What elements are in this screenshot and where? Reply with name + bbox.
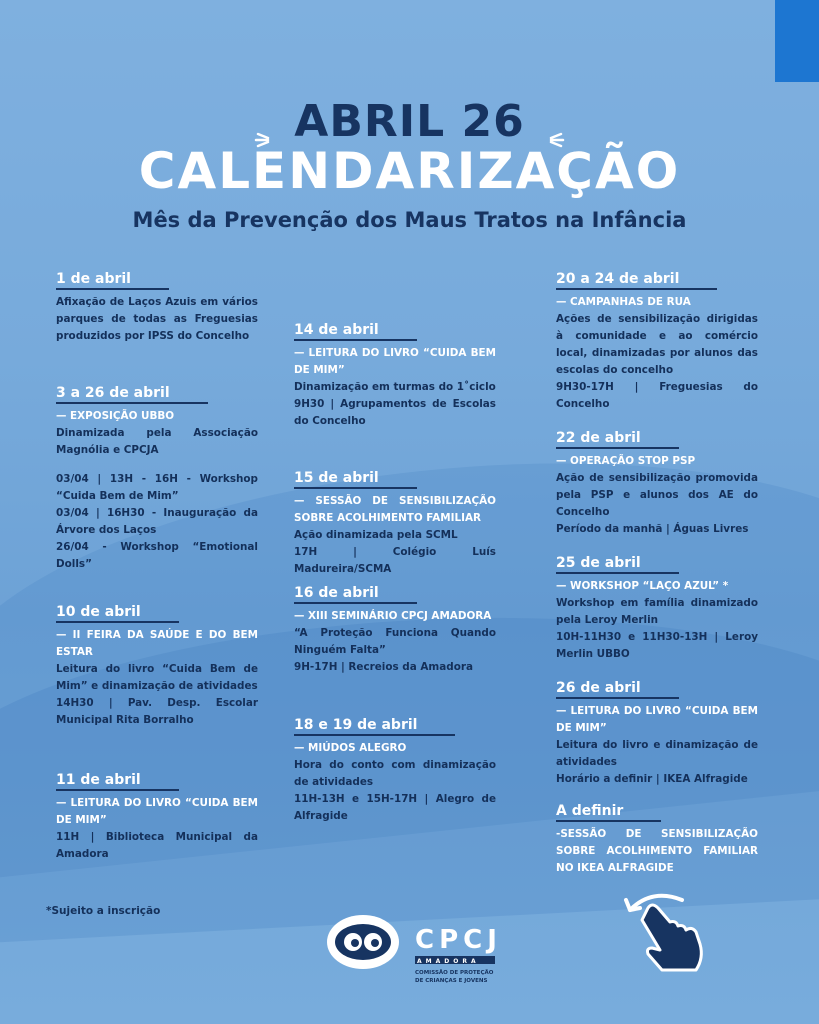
event-line: Workshop em família dinamizado pela Leroy Merlin xyxy=(556,597,758,626)
event-block xyxy=(556,677,758,788)
event-block xyxy=(556,268,758,413)
event-line: 03/04 | 13H - 16H - Workshop “Cuida Bem de Mim” xyxy=(56,473,258,502)
event-line: 9H-17H | Recreios da Amadora xyxy=(294,661,473,673)
event-date: 16 de abril xyxy=(294,585,417,604)
event-line: — LEITURA DO LIVRO “CUIDA BEM DE MIM” xyxy=(56,797,258,826)
event-line: Leitura do livro e dinamização de atividades xyxy=(556,739,758,768)
event-line: — II FEIRA DA SAÚDE E DO BEM ESTAR xyxy=(56,629,258,658)
event-line: Dinamizada pela Associação Magnólia e CPCJA xyxy=(56,427,258,456)
event-line: Ação de sensibilização promovida pela PSP e alunos dos AE do Concelho xyxy=(556,472,758,518)
event-date: 3 a 26 de abril xyxy=(56,385,208,404)
event-block xyxy=(56,769,258,863)
event-line: 9H30-17H | Freguesias do Concelho xyxy=(556,381,758,410)
event-block xyxy=(556,800,758,877)
event-line: — SESSÃO DE SENSIBILIZAÇÃO SOBRE ACOLHIMENTO FAMILIAR xyxy=(294,495,496,524)
swipe-hand-icon xyxy=(612,886,712,976)
page-tagline: Mês da Prevenção dos Maus Tratos na Infância xyxy=(132,208,687,232)
event-line: — WORKSHOP “LAÇO AZUL” * xyxy=(556,580,729,592)
logo-desc: COMISSÃO DE PROTEÇÃO xyxy=(415,970,494,976)
cpcj-logo xyxy=(325,910,525,994)
event-date: 25 de abril xyxy=(556,555,679,574)
event-line: “A Proteção Funciona Quando Ninguém Falta” xyxy=(294,627,496,656)
event-line: Leitura do livro “Cuida Bem de Mim” e dinamização de atividades xyxy=(56,663,258,692)
logo-name: CPCJ xyxy=(415,925,502,955)
event-date: 18 e 19 de abril xyxy=(294,717,455,736)
event-line: 03/04 | 16H30 - Inauguração da Árvore dos Laços xyxy=(56,507,258,536)
event-line: 11H | Biblioteca Municipal da Amadora xyxy=(56,831,258,860)
event-date: A definir xyxy=(556,803,661,822)
footnote: *Sujeito a inscrição xyxy=(46,905,161,917)
sparkle-right-icon xyxy=(541,112,565,136)
event-line: 17H | Colégio Luís Madureira/SCMA xyxy=(294,546,496,575)
event-date: 14 de abril xyxy=(294,322,417,341)
sparkle-left-icon xyxy=(254,112,278,136)
event-line: Período da manhã | Águas Livres xyxy=(556,523,749,535)
event-date: 15 de abril xyxy=(294,470,417,489)
event-line: 26/04 - Workshop “Emotional Dolls” xyxy=(56,541,258,570)
event-line: — OPERAÇÃO STOP PSP xyxy=(556,455,696,467)
event-block xyxy=(294,714,496,825)
event-line: Ações de sensibilização dirigidas à comunidade e ao comércio local, dinamizadas por alunos das escolas do concelho xyxy=(556,313,758,376)
event-line: Hora do conto com dinamização de atividades xyxy=(294,759,496,788)
event-line: — CAMPANHAS DE RUA xyxy=(556,296,691,308)
event-line: — LEITURA DO LIVRO “CUIDA BEM DE MIM” xyxy=(294,347,496,376)
event-line: 11H-13H e 15H-17H | Alegro de Alfragide xyxy=(294,793,496,822)
event-block xyxy=(56,601,258,729)
event-line: Afixação de Laços Azuis em vários parques de todas as Freguesias produzidos por IPSS do Concelho xyxy=(56,296,258,342)
event-date: 1 de abril xyxy=(56,271,169,290)
corner-accent xyxy=(775,0,819,82)
event-line: -SESSÃO DE SENSIBILIZAÇÃO SOBRE ACOLHIMENTO FAMILIAR NO IKEA ALFRAGIDE xyxy=(556,828,758,874)
event-line: 9H30 | Agrupamentos de Escolas do Concelho xyxy=(294,398,496,427)
event-line: Dinamização em turmas do 1˚ciclo xyxy=(294,381,496,393)
event-date: 26 de abril xyxy=(556,680,679,699)
event-line: — EXPOSIÇÃO UBBO xyxy=(56,410,175,422)
event-line: — MIÚDOS ALEGRO xyxy=(294,742,407,754)
page-subtitle: CALENDARIZAÇÃO xyxy=(138,142,681,200)
event-line: Ação dinamizada pela SCML xyxy=(294,529,458,541)
event-line: Horário a definir | IKEA Alfragide xyxy=(556,773,748,785)
page-title-row xyxy=(0,96,819,147)
event-line: — XIII SEMINÁRIO CPCJ AMADORA xyxy=(294,610,492,622)
event-line: 10H-11H30 e 11H30-13H | Leroy Merlin UBBO xyxy=(556,631,758,660)
event-date: 22 de abril xyxy=(556,430,679,449)
event-date: 10 de abril xyxy=(56,604,179,623)
page-title: ABRIL 26 xyxy=(294,96,525,147)
event-block xyxy=(56,382,258,573)
event-block xyxy=(56,268,258,345)
logo-city: AMADORA xyxy=(417,958,480,965)
event-line: — LEITURA DO LIVRO “CUIDA BEM DE MIM” xyxy=(556,705,758,734)
event-block xyxy=(294,319,496,430)
event-block xyxy=(294,582,496,676)
logo-desc: DE CRIANÇAS E JOVENS xyxy=(415,978,488,984)
event-date: 20 a 24 de abril xyxy=(556,271,717,290)
event-date: 11 de abril xyxy=(56,772,179,791)
event-block xyxy=(556,427,758,538)
event-block xyxy=(294,467,496,578)
event-block xyxy=(556,552,758,663)
event-line: 14H30 | Pav. Desp. Escolar Municipal Rita Borralho xyxy=(56,697,258,726)
